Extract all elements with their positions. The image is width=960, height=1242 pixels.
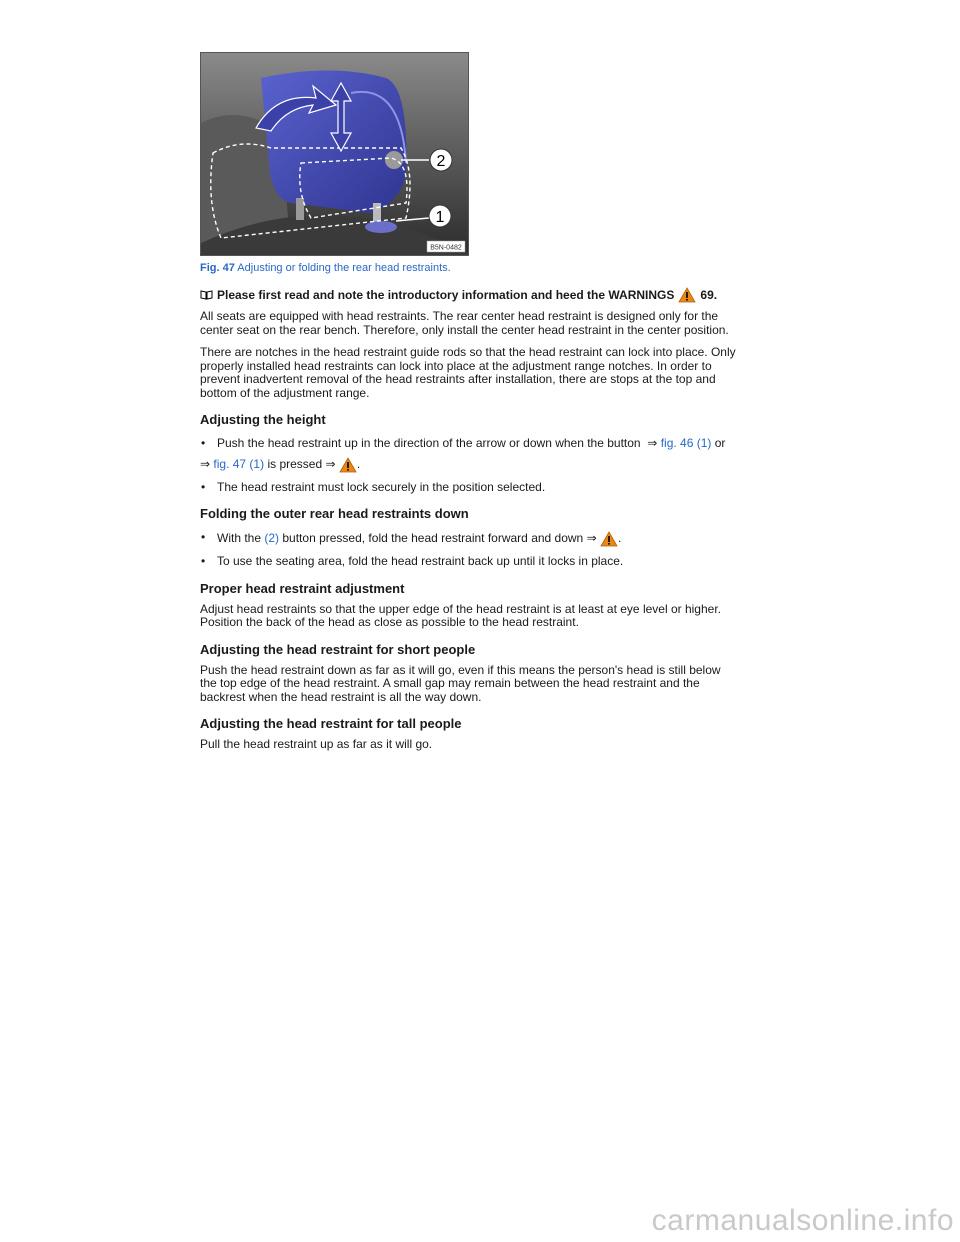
link-fig-46-1[interactable]: fig. 46 (1) [660,436,712,450]
intro-note-text: Please first read and note the introductory information and heed the WARNINGS [217,288,675,302]
bullet-text-or: or [714,436,726,450]
bullet-text: With the [217,531,262,546]
list-item [200,437,740,451]
figure-caption [200,262,740,274]
link-button-2[interactable]: (2) [264,531,280,546]
arrow-icon: ⇒ [325,456,336,471]
bullet-text: To use the seating area, fold the head restraint back up until it locks in place. [217,554,624,568]
paragraph-notches: There are notches in the head restraint guide rods so that the head restraint can lock into place. Only properly installed head restraints can lock into place at the adjustment range notches. In order to prevent inadvertent removal of the head restraints after installation, there are stops at the top and bottom of the adjustment range. [200,345,736,400]
warning-icon[interactable] [600,531,618,547]
callout-1: 1 [435,209,445,226]
paragraph-proper-adjustment: Adjust head restraints so that the upper edge of the head restraint is at least at eye level or higher. Position the back of the head as close as possible to the head restraint. [200,601,721,629]
list-adjusting-height [200,437,740,451]
paragraph-tall-people: Pull the head restraint up as far as it will go. [200,737,433,751]
head-restraint-figure [200,52,469,256]
bullet-icon: • [201,530,206,544]
bullet-text: The head restraint must lock securely in the position selected. [217,479,546,494]
figure-code: B5N-0482 [430,244,462,252]
heading-short-people: Adjusting the head restraint for short people [200,641,476,657]
figure-caption-label: Fig. 47 [200,262,235,274]
arrow-icon: ⇒ [647,436,658,450]
figure-caption-text: Adjusting or folding the rear head restraints. [237,262,451,274]
intro-note-page-ref[interactable]: 69. [700,288,718,302]
watermark: carmanualsonline.info [651,1204,954,1237]
warning-icon[interactable] [678,287,696,303]
bullet-text: button pressed, fold the head restraint forward and down [282,531,584,546]
paragraph-head-restraints: All seats are equipped with head restraints. The rear center head restraint is designed only for the center seat on the rear bench. Therefore, only install the center head restraint in the center position. [200,309,729,337]
link-fig-47-1[interactable]: fig. 47 (1) [213,456,265,471]
arrow-icon: ⇒ [586,531,597,546]
list-item-continuation: ⇒ fig. 47 (1) is pressed ⇒ . [200,456,361,471]
bullet-icon: • [201,554,206,568]
callout-2: 2 [436,153,446,170]
bullet-icon: • [201,479,206,494]
intro-note [200,287,740,303]
arrow-icon: ⇒ [200,456,211,471]
list-item [200,481,740,495]
list-item [200,555,740,569]
bullet-text: Push the head restraint up in the direction of the arrow or down when the button [217,436,641,450]
heading-adjusting-height: Adjusting the height [200,412,326,427]
heading-folding: Folding the outer rear head restraints down [200,506,469,521]
head-restraint-illustration [201,53,468,255]
heading-proper-adjustment: Proper head restraint adjustment [200,580,405,596]
paragraph-short-people: Push the head restraint down as far as it will go, even if this means the person's head is still below the top edge of the head restraint. A small gap may remain between the head restraint and the backrest when the head restraint is all the way down. [200,662,721,704]
list-folding [200,531,740,569]
bullet-icon: • [201,436,206,450]
list-item: • With the (2) button pressed, fold the head restraint forward and down ⇒ . [201,530,622,546]
bullet-text-pressed: is pressed [267,456,323,471]
list-adjusting-height-cont [200,481,740,495]
heading-tall-people: Adjusting the head restraint for tall people [200,716,462,731]
warning-icon[interactable] [339,457,357,473]
book-icon [200,290,213,300]
manual-page [200,52,740,752]
